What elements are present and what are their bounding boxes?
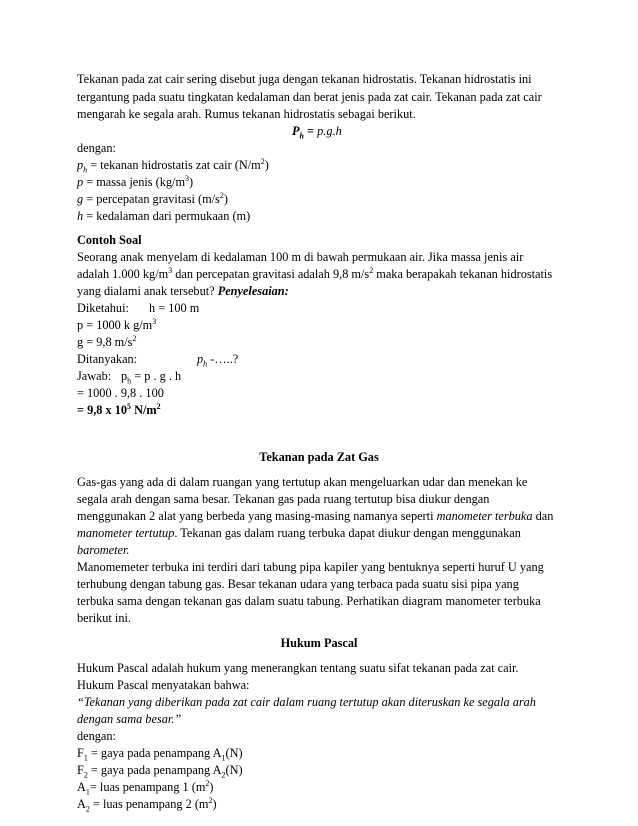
intro-line-3: mengarah ke segala arah. Rumus tekanan hidrostatis sebagai berikut. [77, 107, 416, 121]
intro-line-2: tergantung pada suatu tingkatan kedalaman dan berat jenis pada zat cair. Tekanan pada zat cair [77, 90, 542, 104]
pascal-line-2: Hukum Pascal menyatakan bahwa: [77, 678, 250, 692]
definition-h: h = kedalaman dari permukaan (m) [77, 209, 251, 223]
hydrostatic-formula: $P_h = p.g.h$ [292, 124, 342, 141]
definitions-intro: dengan: [77, 141, 116, 155]
gas-line-8: terbuka sama dengan tekanan gas dalam suatu tabung. Perhatikan diagram manometer terbuka [77, 594, 541, 608]
pascal-quote-line-1: “Tekanan yang diberikan pada zat cair dalam ruang tertutup akan diteruskan ke segala arah [77, 695, 536, 709]
gas-line-9: berikut ini. [77, 611, 131, 625]
example-line-3: yang dialami anak tersebut? Penyelesaian: [77, 284, 289, 298]
example-heading: Contoh Soal [77, 233, 142, 247]
gas-line-2: segala arah dengan sama besar. Tekanan gas pada ruang tertutup bisa diukur dengan [77, 492, 490, 506]
definition-g: g = percepatan gravitasi $(m/s^2)$ [77, 190, 228, 206]
known-p-line: p = 1000 k $g/m^3$ [77, 316, 157, 332]
definition-ph: $p_h$ = tekanan hidrostatis zat cair $(N/m^2)$ [77, 156, 269, 175]
gas-line-4: manometer tertutup. Tekanan gas dalam ruang terbuka dapat diukur dengan menggunakan [77, 526, 521, 540]
definition-f1: $F_1$ = gaya pada penampang $A_1(N)$ [77, 746, 243, 763]
pascal-line-1: Hukum Pascal adalah hukum yang menerangkan tentang suatu sifat tekanan pada zat cair. [77, 661, 519, 675]
pascal-definitions-intro: dengan: [77, 729, 116, 743]
answer-line: $Jawab:p_h = p$ . g . h [77, 369, 182, 386]
pascal-section-title: Hukum Pascal [280, 636, 358, 650]
gas-section-title: Tekanan pada Zat Gas [259, 450, 379, 464]
known-line: Diketahui: h = 100 m [77, 301, 200, 315]
example-line-2: adalah 1.000 $kg/m^3$ dan percepatan gravitasi adalah 9,8 $m/s^2$ maka berapakah tekanan hidrostatis [77, 265, 553, 281]
gas-line-3: menggunakan 2 alat yang berbeda yang masing-masing namanya seperti manometer terbuka dan [77, 509, 554, 523]
gas-line-5: barometer. [77, 543, 130, 557]
definition-p: p = massa jenis $(kg/m^3)$ [77, 173, 194, 189]
asked-line: Ditanyakan: $p_h$ -…..? [77, 352, 239, 369]
intro-line-1: Tekanan pada zat cair sering disebut juga dengan tekanan hidrostatis. Tekanan hidrostatis ini [77, 72, 532, 86]
gas-line-6: Manomemeter terbuka ini terdiri dari tabung pipa kapiler yang bentuknya seperti huruf U yang [77, 560, 544, 574]
example-line-1: Seorang anak menyelam di kedalaman 100 m di bawah permukaan air. Jika massa jenis air [77, 250, 524, 264]
result-line: = 9,8 x $10^5$ $N/m^2$ [77, 401, 161, 417]
calculation-line: = 1000 . 9,8 . 100 [77, 386, 164, 400]
known-g-line: g = 9,8 $m/s^2$ [77, 333, 137, 349]
gas-line-7: terhubung dengan tabung gas. Besar tekanan udara yang terbaca pada suatu sisi pipa yang [77, 577, 519, 591]
definition-a2: $A_2$ = luas penampang 2 $(m^2)$ [77, 795, 217, 814]
pascal-quote-line-2: dengan sama besar.” [77, 712, 182, 726]
definition-f2: $F_2$ = gaya pada penampang $A_2(N)$ [77, 763, 243, 780]
definition-a1: $A_1=$ luas penampang 1 $(m^2)$ [77, 778, 214, 797]
gas-line-1: Gas-gas yang ada di dalam ruangan yang tertutup akan mengeluarkan udar dan menekan ke [77, 475, 528, 489]
